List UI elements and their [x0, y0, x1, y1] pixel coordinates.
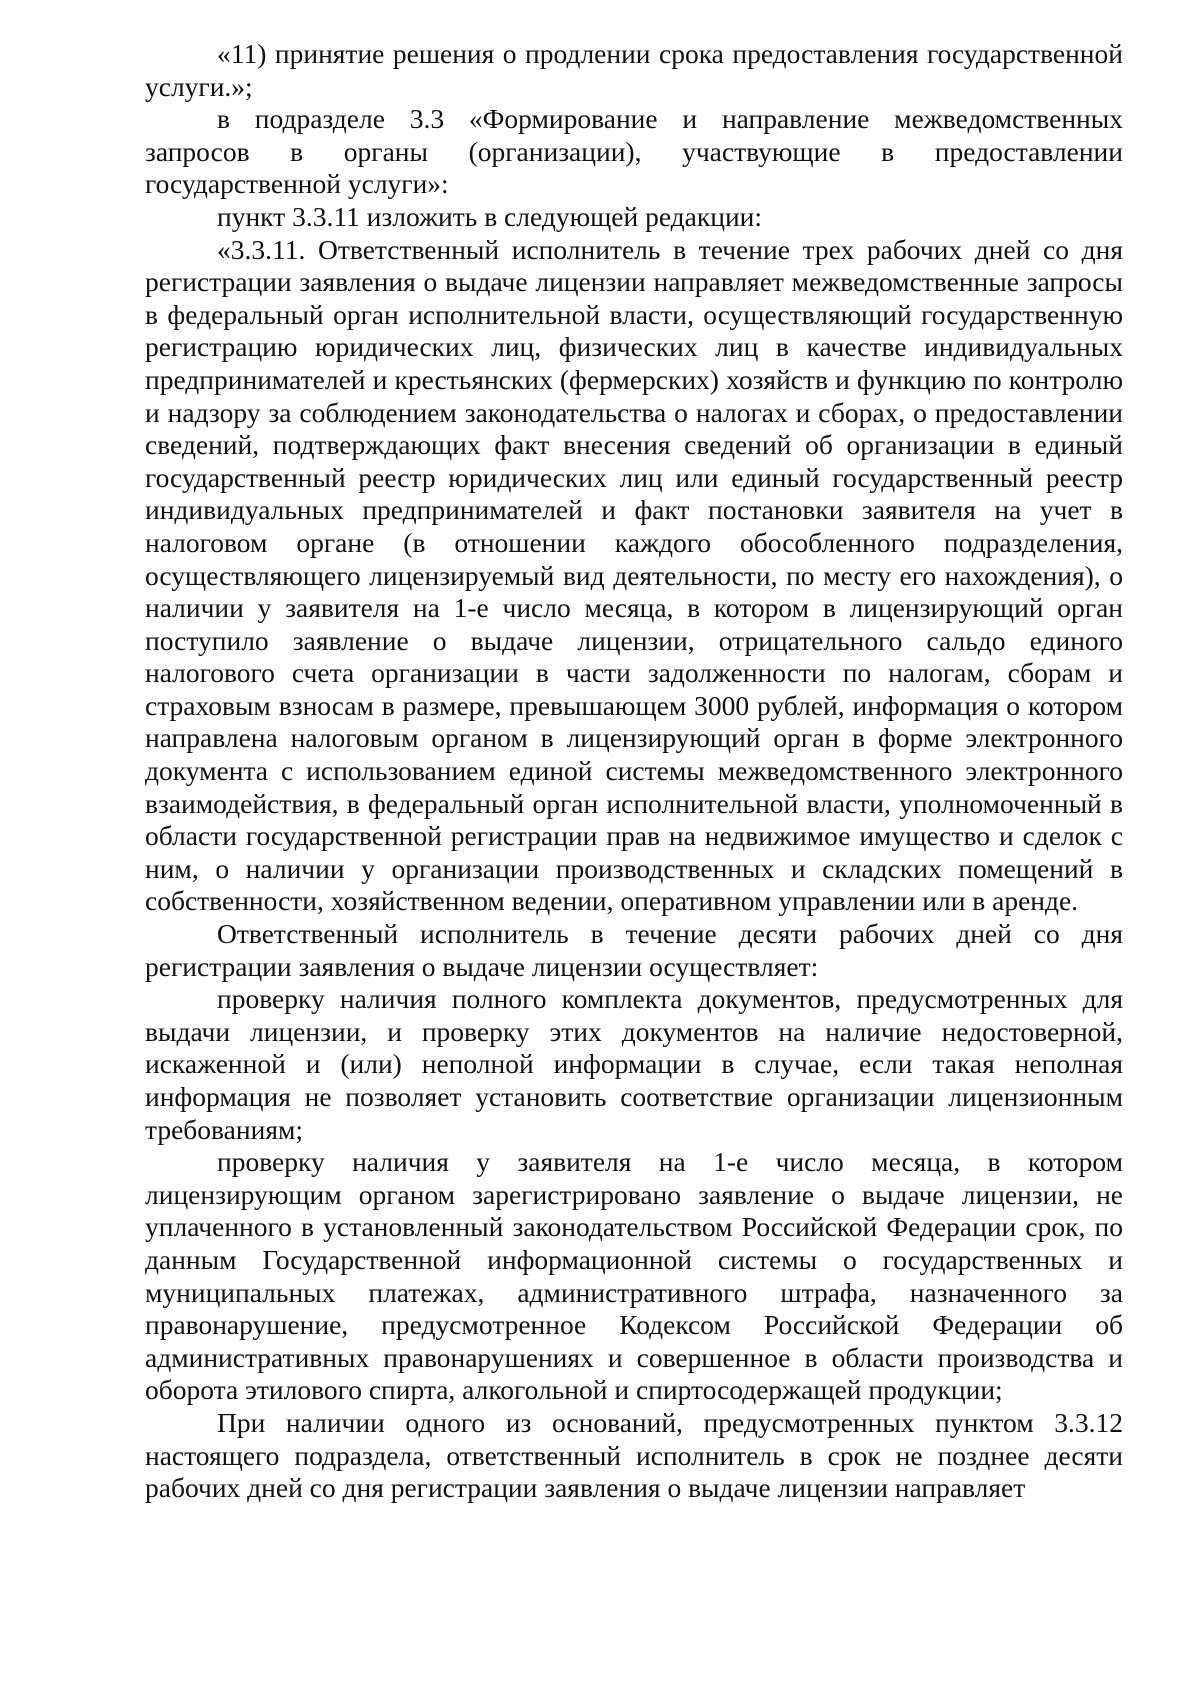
paragraph-responsible-executor: Ответственный исполнитель в течение десяти рабочих дней со дня регистрации заявления о выдаче лицензии осуществляет: — [145, 918, 1123, 982]
document-page — [145, 38, 1123, 1505]
paragraph-item-11: «11) принятие решения о продлении срока предоставления государственной услуги.»; — [145, 38, 1123, 102]
paragraph-point-3-3-11-intro: пункт 3.3.11 изложить в следующей редакции: — [217, 200, 763, 232]
paragraph-document-check: проверку наличия полного комплекта документов, предусмотренных для выдачи лицензии, и проверку этих документов на наличие недостоверной, искаженной и (или) неполной информации в случае, если такая неполная информация не позволяет установить соответствие организации лицензионным требованиям; — [145, 983, 1123, 1145]
paragraph-fine-check: проверку наличия у заявителя на 1-е число месяца, в котором лицензирующим органом зарегистрировано заявление о выдаче лицензии, не уплаченного в установленный законодательством Российской Федерации срок, по данным Государственной информационной системы о государственных и муниципальных платежах, административного штрафа, назначенного за правонарушение, предусмотренное Кодексом Российской Федерации об административных правонарушениях и совершенное в области производства и оборота этилового спирта, алкогольной и спиртосодержащей продукции; — [145, 1146, 1123, 1406]
paragraph-subsection-3-3: в подразделе 3.3 «Формирование и направление межведомственных запросов в органы (организации), участвующие в предоставлении государственной услуги»: — [145, 103, 1123, 200]
paragraph-grounds-3-3-12: При наличии одного из оснований, предусмотренных пунктом 3.3.12 настоящего подраздела, ответственный исполнитель в срок не позднее десяти рабочих дней со дня регистрации заявления о выдаче лицензии направляет — [145, 1406, 1123, 1504]
paragraph-point-3-3-11: «3.3.11. Ответственный исполнитель в течение трех рабочих дней со дня регистрации заявления о выдаче лицензии направляет межведомственные запросы в федеральный орган исполнительной власти, осуществляющий государственную регистрацию юридических лиц, физических лиц в качестве индивидуальных предпринимателей и крестьянских (фермерских) хозяйств и функцию по контролю и надзору за соблюдением законодательства о налогах и сборах, о предоставлении сведений, подтверждающих факт внесения сведений об организации в единый государственный реестр юридических лиц или единый государственный реестр индивидуальных предпринимателей и факт постановки заявителя на учет в налоговом органе (в отношении каждого обособленного подразделения, осуществляющего лицензируемый вид деятельности, по месту его нахождения), о наличии у заявителя на 1-е число месяца, в котором в лицензирующий орган поступило заявление о выдаче лицензии, отрицательного сальдо единого налогового счета организации в части задолженности по налогам, сборам и страховым взносам в размере, превышающем 3000 рублей, информация о котором направлена налоговым органом в лицензирующий орган в форме электронного документа с использованием единой системы межведомственного электронного взаимодействия, в федеральный орган исполнительной власти, уполномоченный в области государственной регистрации прав на недвижимое имущество и сделок с ним, о наличии у организации производственных и складских помещений в собственности, хозяйственном ведении, оперативном управлении или в аренде. — [145, 233, 1123, 917]
